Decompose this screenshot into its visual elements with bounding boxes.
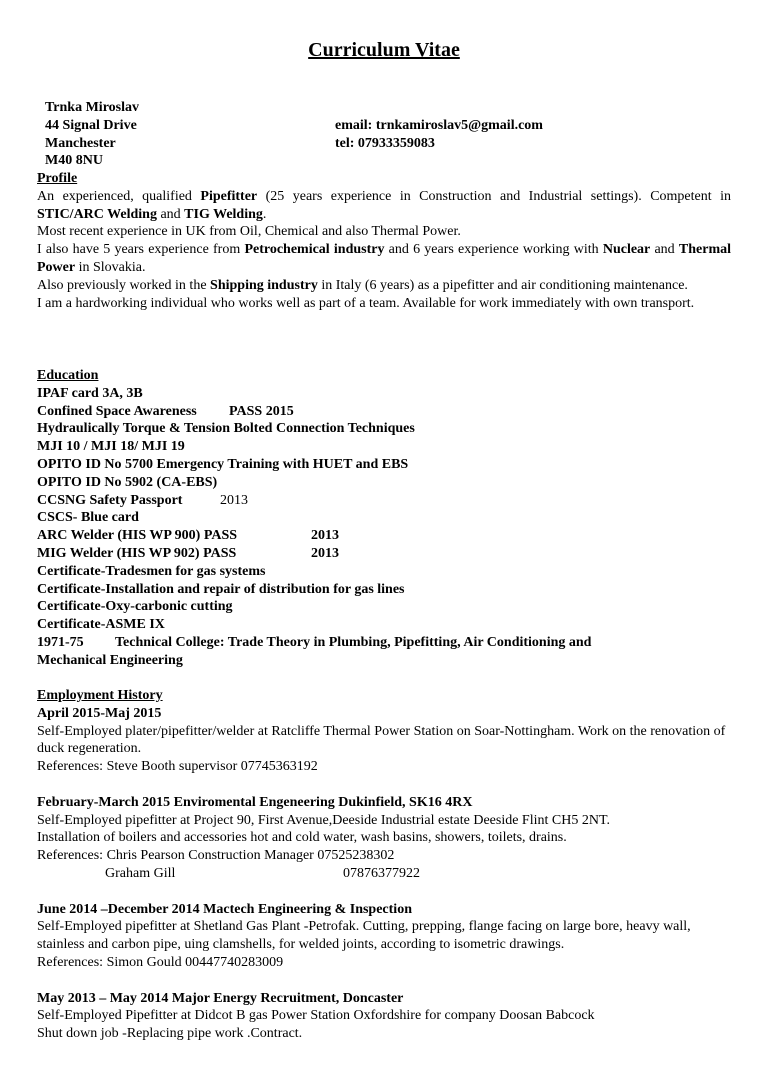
education-item: ARC Welder (HIS WP 900) PASS 2013	[37, 528, 339, 544]
education-heading: Education	[37, 368, 99, 383]
profile-paragraph-1: An experienced, qualified Pipefitter (25 years experience in Construction and Industrial settings). Competent in STIC/ARC Welding and TIG Welding.	[37, 188, 731, 222]
job-description: Self-Employed plater/pipefitter/welder at Ratcliffe Thermal Power Station on Soar-Nottingham. Work on the renovation of duck regeneration.	[37, 723, 726, 757]
job-reference: References: Steve Booth supervisor 07745363192	[37, 759, 318, 775]
telephone: tel: 07933359083	[335, 135, 435, 151]
education-item: Certificate-Oxy-carbonic cutting	[37, 599, 233, 615]
education-item: Certificate-Installation and repair of distribution for gas lines	[37, 581, 405, 597]
profile-paragraph-3: I also have 5 years experience from Petrochemical industry and 6 years experience working with Nuclear and Thermal Power in Slovakia.	[37, 242, 731, 275]
education-item: IPAF card 3A, 3B	[37, 385, 143, 401]
job-reference: References: Chris Pearson Construction Manager 07525238302	[37, 848, 395, 864]
education-section	[37, 367, 731, 670]
contact-header	[45, 99, 731, 170]
name: Trnka Miroslav	[45, 100, 139, 115]
education-item: MIG Welder (HIS WP 902) PASS 2013	[37, 545, 339, 561]
job-title: June 2014 –December 2014 Mactech Engineering & Inspection	[37, 901, 412, 917]
job-description: Self-Employed pipefitter at Shetland Gas Plant -Petrofak. Cutting, prepping, flange facing on large bore, heavy wall, stainless and carbon pipe, uing clamshells, for welded joints, according to isometric drawings.	[37, 919, 691, 953]
job-description: Self-Employed Pipefitter at Didcot B gas Power Station Oxfordshire for company Doosan Babcock	[37, 1008, 595, 1024]
education-item: Mechanical Engineering	[37, 652, 183, 668]
email: email: trnkamiroslav5@gmail.com	[335, 117, 543, 133]
education-item: Certificate-ASME IX	[37, 617, 165, 633]
job-reference: References: Simon Gould 00447740283009	[37, 954, 284, 970]
job-description: Installation of boilers and accessories hot and cold water, wash basins, showers, toilets, drains.	[37, 830, 567, 846]
profile-paragraph-2: Most recent experience in UK from Oil, Chemical and also Thermal Power.	[37, 224, 461, 240]
page-title: Curriculum Vitae	[308, 39, 460, 61]
job-reference: Graham Gill 07876377922	[105, 865, 420, 881]
education-item: Certificate-Tradesmen for gas systems	[37, 563, 266, 579]
education-item: CSCS- Blue card	[37, 510, 139, 526]
address-line: 44 Signal Drive	[45, 117, 137, 133]
job-description: Shut down job -Replacing pipe work .Contract.	[37, 1026, 303, 1042]
job-title: May 2013 – May 2014 Major Energy Recruitment, Doncaster	[37, 990, 404, 1006]
profile-section	[37, 170, 731, 312]
employment-heading: Employment History	[37, 688, 163, 703]
education-item: MJI 10 / MJI 18/ MJI 19	[37, 439, 185, 455]
employment-section	[37, 687, 731, 1043]
job-description: Self-Employed pipefitter at Project 90, First Avenue,Deeside Industrial estate Deeside Flint CH5 2NT.	[37, 812, 610, 828]
job-entry	[37, 794, 731, 883]
education-item: CCSNG Safety Passport 2013	[37, 492, 248, 508]
education-item: OPITO ID No 5700 Emergency Training with HUET and EBS	[37, 456, 409, 472]
job-entry	[37, 901, 731, 972]
profile-paragraph-4: Also previously worked in the Shipping industry in Italy (6 years) as a pipefitter and air conditioning maintenance.	[37, 277, 688, 293]
profile-heading: Profile	[37, 171, 78, 186]
education-item: OPITO ID No 5902 (CA-EBS)	[37, 474, 218, 490]
city: Manchester	[45, 135, 116, 151]
postcode: M40 8NU	[45, 153, 103, 169]
job-title: April 2015-Maj 2015	[37, 705, 162, 721]
education-item: Confined Space Awareness PASS 2015	[37, 403, 294, 419]
profile-paragraph-5: I am a hardworking individual who works well as part of a team. Available for work immediately with own transport.	[37, 295, 695, 311]
job-entry	[37, 990, 731, 1043]
job-title: February-March 2015 Enviromental Engeneering Dukinfield, SK16 4RX	[37, 794, 473, 810]
education-item: Hydraulically Torque & Tension Bolted Connection Techniques	[37, 421, 415, 437]
education-item: 1971-75 Technical College: Trade Theory in Plumbing, Pipefitting, Air Conditioning and	[37, 634, 592, 650]
job-entry	[37, 705, 731, 776]
